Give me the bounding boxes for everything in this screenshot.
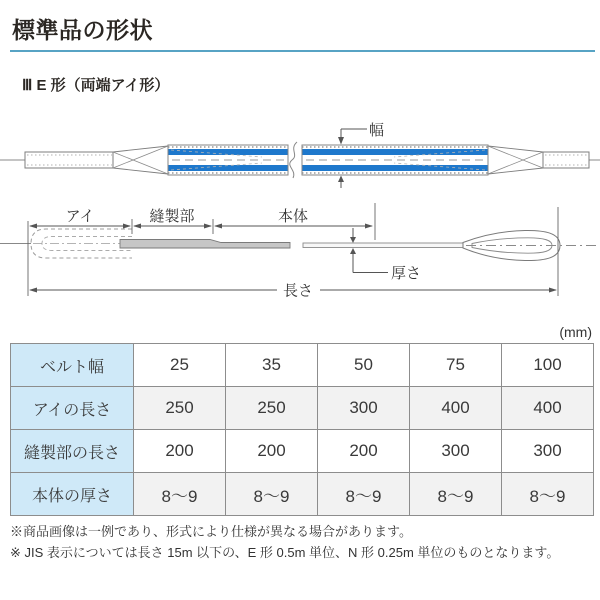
sewn-section xyxy=(120,240,290,249)
table-cell: 300 xyxy=(318,387,410,430)
right-eye xyxy=(463,230,600,260)
belt-blue-stripe xyxy=(168,149,288,155)
table-cell: 100 xyxy=(502,344,594,387)
table-cell: 200 xyxy=(134,430,226,473)
row-label: 縫製部の長さ xyxy=(11,430,134,473)
side-view-drawing xyxy=(0,203,600,300)
table-cell: 8～9 xyxy=(226,473,318,516)
table-cell: 8～9 xyxy=(134,473,226,516)
table-cell: 8～9 xyxy=(410,473,502,516)
table-cell: 200 xyxy=(318,430,410,473)
top-view-drawing xyxy=(0,122,600,188)
page-title: 標準品の形状 xyxy=(12,17,153,43)
table-cell: 200 xyxy=(226,430,318,473)
footnotes xyxy=(10,521,559,564)
row-label: アイの長さ xyxy=(11,387,134,430)
table-cell: 250 xyxy=(226,387,318,430)
table-cell: 25 xyxy=(134,344,226,387)
table-cell: 8～9 xyxy=(502,473,594,516)
row-label: 本体の厚さ xyxy=(11,473,134,516)
dimension-spec-table xyxy=(10,343,594,516)
row-label: ベルト幅 xyxy=(11,344,134,387)
belt-right-segment xyxy=(302,145,488,175)
table-row-eye-length xyxy=(11,387,594,430)
left-eye xyxy=(31,229,132,258)
table-row-sewn-length xyxy=(11,430,594,473)
table-unit-label: (mm) xyxy=(559,324,592,340)
thickness-dimension xyxy=(350,228,421,282)
table-cell: 75 xyxy=(410,344,502,387)
table-cell: 50 xyxy=(318,344,410,387)
thickness-label: 厚さ xyxy=(391,265,422,282)
eye-label: アイ xyxy=(65,208,95,225)
section-subtitle: Ⅲ E 形（両端アイ形） xyxy=(22,77,170,94)
segment-dimensions xyxy=(29,207,373,229)
body-section xyxy=(303,243,463,248)
belt-blue-stripe xyxy=(168,165,288,171)
table-cell: 250 xyxy=(134,387,226,430)
table-cell: 35 xyxy=(226,344,318,387)
table-row-body-thickness xyxy=(11,473,594,516)
table-cell: 300 xyxy=(410,430,502,473)
footnote-1: ※商品画像は一例であり、形式により仕様が異なる場合があります。 xyxy=(10,524,412,539)
table-cell: 300 xyxy=(502,430,594,473)
sewn-label: 縫製部 xyxy=(149,208,195,225)
title-underline xyxy=(10,50,595,52)
break-mark xyxy=(290,142,297,178)
width-label: 幅 xyxy=(369,122,385,139)
footnote-2: ※ JIS 表示については長さ 15m 以下の、E 形 0.5m 単位、N 形 0.25m 単位のものとなります。 xyxy=(10,545,560,561)
body-label: 本体 xyxy=(277,208,309,225)
table-cell: 400 xyxy=(502,387,594,430)
length-dimension xyxy=(29,283,557,300)
table-cell: 400 xyxy=(410,387,502,430)
sling-belt-diagram xyxy=(0,105,600,320)
table-cell: 8～9 xyxy=(318,473,410,516)
belt-left-segment xyxy=(168,145,288,175)
length-label: 長さ xyxy=(282,282,314,300)
table-row-belt-width xyxy=(11,344,594,387)
